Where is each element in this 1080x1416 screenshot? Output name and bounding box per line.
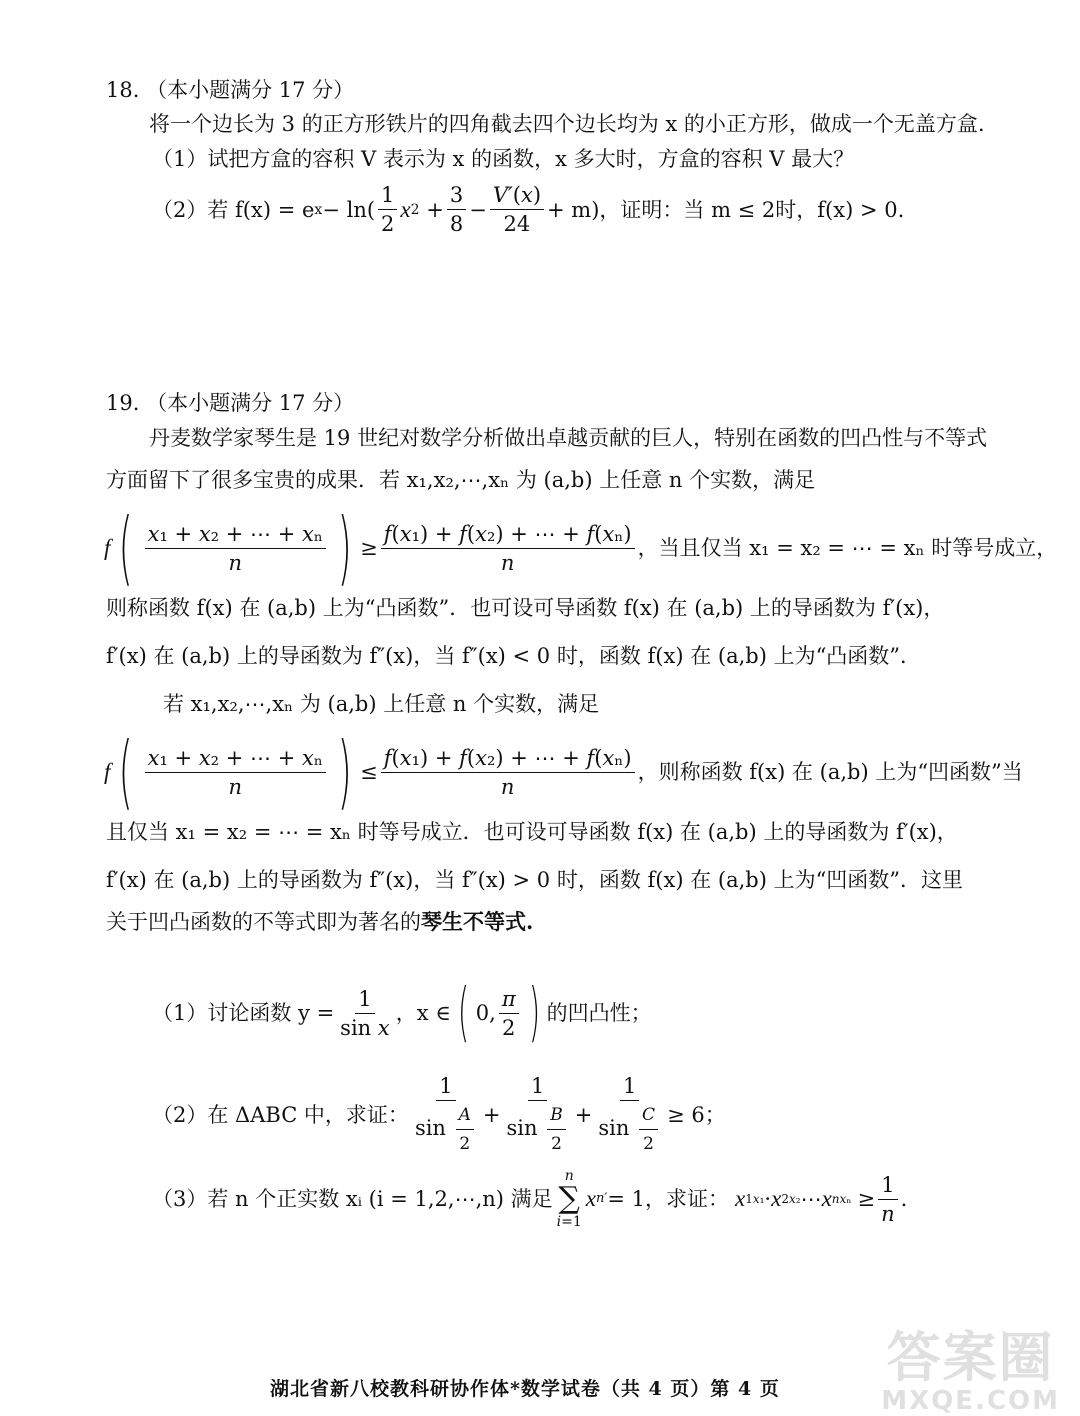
q19-part3-mid: = 1，求证： — [607, 1187, 729, 1211]
q19-part3: （3）若 n 个正实数 xᵢ (i = 1,2,⋯,n) 满足 n ∑ i=1 x n′ = 1，求证： x 1 x₁ · x 2 x₂ ⋯ x n xₙ ≥ $\frac{1}{n}$ . — [152, 1168, 908, 1230]
q19-ineq1-tail: ，当且仅当 x₁ = x₂ = ⋯ = xₙ 时等号成立， — [637, 536, 1058, 560]
q19-ineq-concave: f ( $\frac{\text{x₁ + x₂ + ⋯ + xₙ}}{n}$ ) ≤ $\frac{\text{f(x₁) + f(x₂) + ⋯ + f(xₙ)}}{n}$ ，则称函数 f(x) 在 (a,b) 上为“凹函数”当 — [104, 725, 1023, 818]
q19-part2: （2）在 ΔABC 中，求证： 1 sin $\frac{A}{2}$ + 1 sin $\frac{B}{2}$ + 1 sin $\frac{C}{2}$ ≥ 6； — [152, 1074, 726, 1154]
q19-part2-post: ≥ 6； — [667, 1103, 726, 1127]
q18-part2-prefix: （2）若 f(x) = e — [152, 197, 315, 222]
q19-header: 19. （本小题满分 17 分） — [106, 391, 355, 415]
watermark-bottom: MXQE.COM — [881, 1386, 1060, 1416]
page-footer: 湖北省新八校教科研协作体*数学试卷（共 4 页）第 4 页 — [270, 1378, 780, 1400]
q19-line5: 若 x₁,x₂,⋯,xₙ 为 (a,b) 上任意 n 个实数，满足 — [163, 692, 600, 716]
q19-part1-pre: （1）讨论函数 y = — [152, 1001, 335, 1025]
watermark — [881, 1326, 1060, 1416]
q19-part2-pre: （2）在 ΔABC 中，求证： — [152, 1103, 409, 1127]
q19-part3-post: ≥ — [857, 1187, 876, 1211]
q19-line7: f′(x) 在 (a,b) 上的导函数为 f″(x)，当 f″(x) > 0 时，函数 f(x) 在 (a,b) 上为“凹函数”．这里 — [106, 868, 964, 892]
q18-part1: （1）试把方盒的容积 V 表示为 x 的函数，x 多大时，方盒的容积 V 最大？ — [152, 147, 855, 171]
q19-ineq2-tail: ，则称函数 f(x) 在 (a,b) 上为“凹函数”当 — [637, 760, 1023, 784]
q18-part2-mid: − ln( — [322, 197, 376, 222]
q19-part1: （1）讨论函数 y = $\frac{1}{\text{sin x}}$ ，x ∈ ( 0, $\frac{\pi}{2}$ ) 的凹凸性； — [152, 976, 652, 1050]
q19-ineq-convex: f ( $\frac{\text{x₁ + x₂ + ⋯ + xₙ}}{n}$ ) ≥ $\frac{\text{f(x₁) + f(x₂) + ⋯ + f(xₙ)}}{n}$ ，当且仅当 x₁ = x₂ = ⋯ = xₙ 时等号成立， — [104, 501, 1058, 594]
sum-symbol: n ∑ i=1 — [556, 1168, 582, 1230]
q19-line3: 则称函数 f(x) 在 (a,b) 上为“凸函数”．也可设可导函数 f(x) 在 (a,b) 上的导函数为 f′(x)， — [106, 596, 945, 620]
q19-line2: 方面留下了很多宝贵的成果．若 x₁,x₂,⋯,xₙ 为 (a,b) 上任意 n 个实数，满足 — [106, 468, 816, 492]
q19-line8-pre: 关于凹凸函数的不等式即为著名的 — [106, 910, 421, 934]
q19-part3-pre: （3）若 n 个正实数 xᵢ (i = 1,2,⋯,n) 满足 — [152, 1187, 553, 1211]
q19-part1-mid: ，x ∈ — [395, 1001, 451, 1025]
q18-stem: 将一个边长为 3 的正方形铁片的四角截去四个边长均为 x 的小正方形，做成一个无盖方盒. — [149, 112, 985, 136]
q19-line8-bold: 琴生不等式. — [421, 909, 534, 934]
watermark-top: 答案圈 — [886, 1326, 1055, 1389]
q19-line8 — [106, 908, 533, 936]
q19-part1-post: 的凹凸性； — [546, 1001, 652, 1025]
q18-part2-exp: x — [314, 201, 323, 218]
frac-3-8: $\frac{3}{8}$ — [447, 183, 466, 236]
frac-1-2: $\frac{1}{2}$ — [378, 183, 397, 236]
q18-part2-suffix: + m)，证明：当 m ≤ 2时，f(x) > 0. — [547, 197, 905, 222]
q19-line4: f′(x) 在 (a,b) 上的导函数为 f″(x)，当 f″(x) < 0 时，函数 f(x) 在 (a,b) 上为“凸函数”． — [106, 644, 922, 668]
q19-line1: 丹麦数学家琴生是 19 世纪对数学分析做出卓越贡献的巨人，特别在函数的凹凸性与不等式 — [149, 426, 988, 450]
frac-vprime-24: $\frac{V'(x)}{24}$ — [490, 183, 544, 236]
q18-part2: （2）若 f(x) = e x − ln( $\frac{1}{2}$ x 2 + $\frac{3}{8}$ − $\frac{V'(x)}{24}$ + m)，证明：当 m ≤ 2时，f(x) > 0. — [152, 183, 905, 236]
q19-line6: 且仅当 x₁ = x₂ = ⋯ = xₙ 时等号成立．也可设可导函数 f(x) 在 (a,b) 上的导函数为 f′(x)， — [106, 820, 958, 844]
q18-header: 18. （本小题满分 17 分） — [106, 78, 355, 102]
